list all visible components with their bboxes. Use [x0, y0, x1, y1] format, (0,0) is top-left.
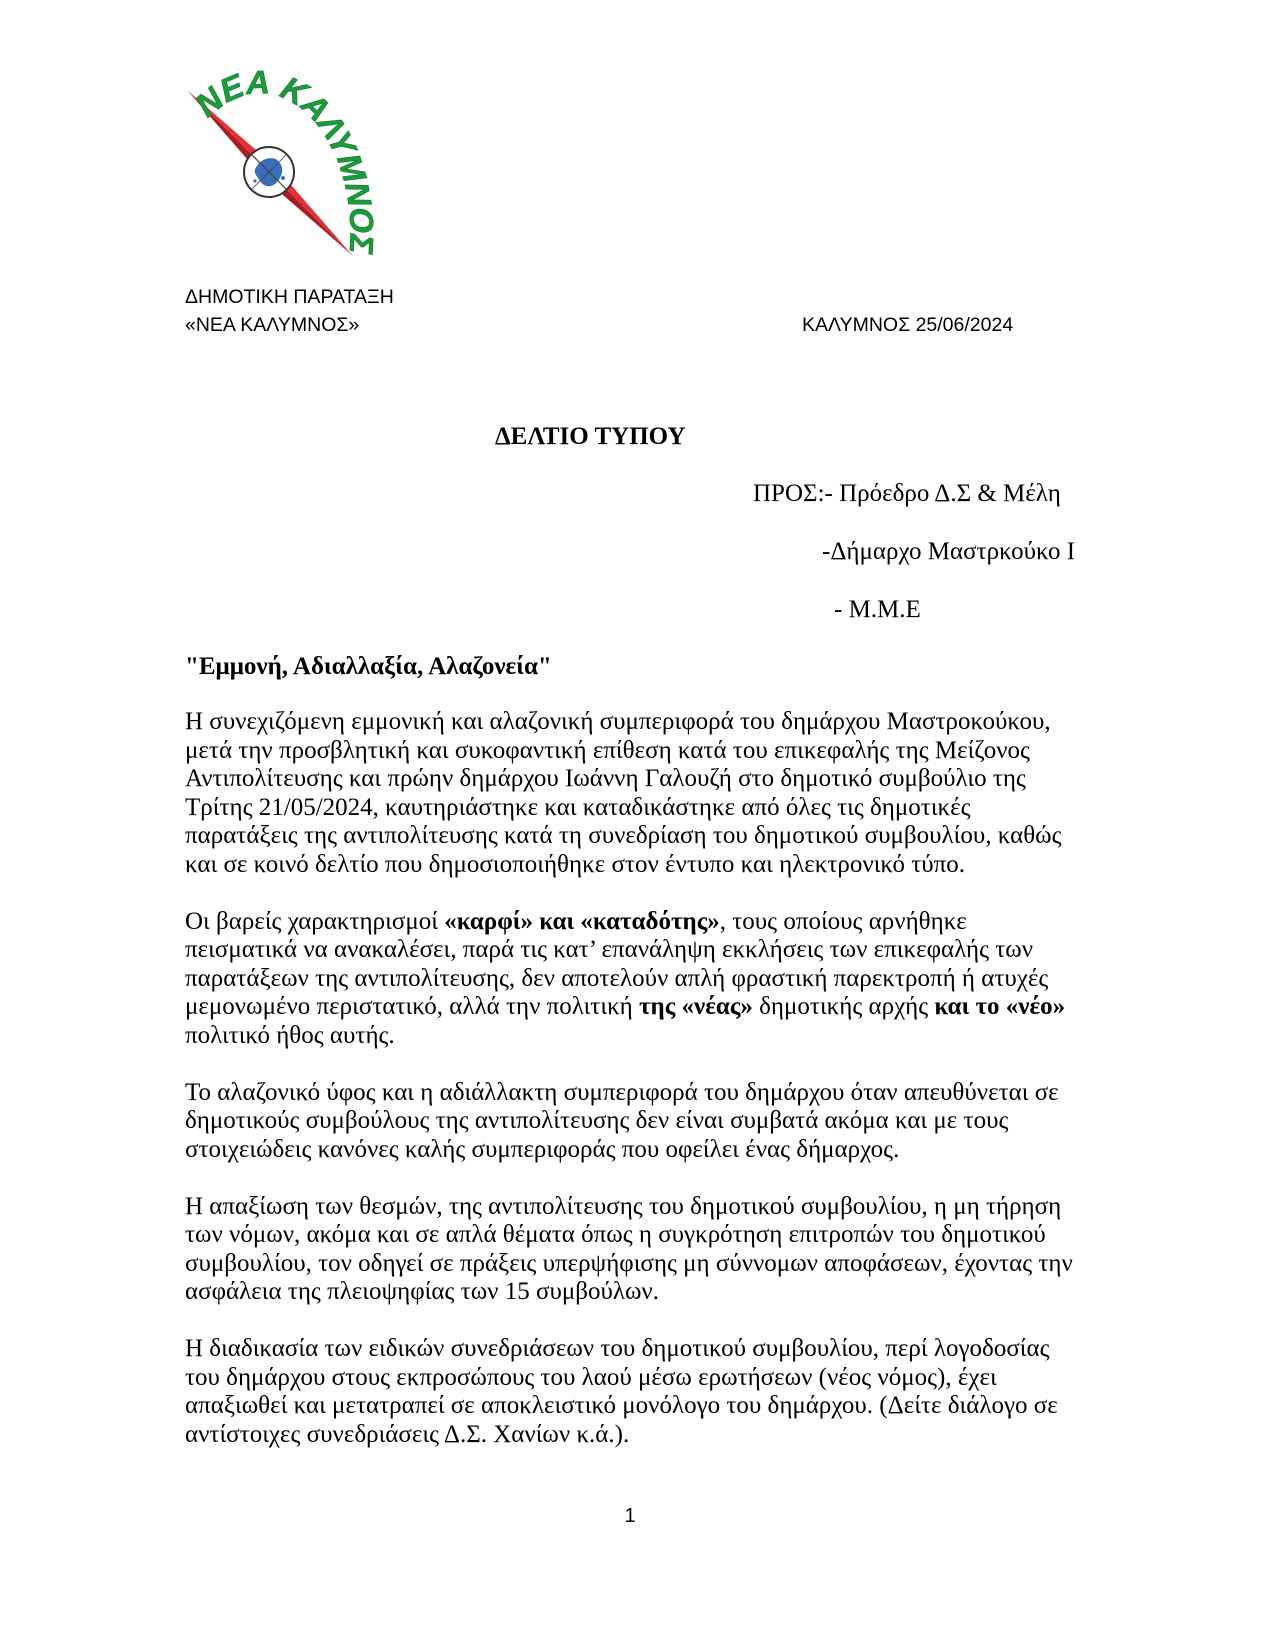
- globe-emblem: [244, 147, 294, 197]
- body-line: Η διαδικασία των ειδικών συνεδριάσεων του δημοτικού συμβουλίου, περί λογοδοσίας: [185, 1335, 1050, 1362]
- recipient-line: ΠΡΟΣ:- Πρόεδρο Δ.Σ & Μέλη: [753, 480, 1061, 507]
- body-line: παρατάξεις της αντιπολίτευσης κατά τη συνεδρίαση του δημοτικού συμβουλίου, καθώς: [185, 822, 1062, 849]
- emphasis-text: και το «νέο»: [934, 993, 1066, 1020]
- body-line: συμβουλίου, τον οδηγεί σε πράξεις υπερψήφισης μη σύννομων αποφάσεων, έχοντας την: [185, 1249, 1073, 1277]
- organization-name: ΔΗΜΟΤΙΚΗ ΠΑΡΑΤΑΞΗ: [185, 286, 394, 308]
- body-paragraph: [185, 708, 1073, 879]
- body-line: και σε κοινό δελτίο που δημοσιοποιήθηκε στον έντυπο και ηλεκτρονικό τύπο.: [185, 850, 966, 878]
- body-line: στοιχειώδεις κανόνες καλής συμπεριφοράς που οφείλει ένας δήμαρχος.: [185, 1135, 900, 1163]
- body-line: παρατάξεων της αντιπολίτευσης, δεν αποτελούν απλή φραστική παρεκτροπή ή ατυχές: [185, 964, 1049, 992]
- body-text-segment: , τους οποίους αρνήθηκε: [719, 907, 967, 935]
- body-line: απαξιωθεί και μετατραπεί σε αποκλειστικό μονόλογο του δημάρχου. (Δείτε διάλογο σε: [185, 1392, 1058, 1419]
- emphasis-text: της «νέας»: [639, 993, 753, 1020]
- body-line: αντίστοιχες συνεδριάσεις Δ.Σ. Χανίων κ.ά.).: [185, 1420, 630, 1448]
- body-line: [185, 908, 1073, 937]
- recipient-line: - Μ.Μ.Ε: [834, 596, 921, 623]
- body-line: μετά την προσβλητική και συκοφαντική επίθεση κατά του επικεφαλής της Μείζονος: [185, 736, 1030, 764]
- body-line: ασφάλεια της πλειοψηφίας των 15 συμβούλων.: [185, 1278, 659, 1305]
- recipient-line: -Δήμαρχο Μαστρκούκο Ι: [822, 538, 1076, 565]
- page-number: 1: [624, 1505, 636, 1527]
- body-line: πολιτικό ήθος αυτής.: [185, 1021, 395, 1049]
- party-logo: [183, 68, 388, 283]
- organization-subname: «ΝΕΑ ΚΑΛΥΜΝΟΣ»: [185, 314, 360, 336]
- body-line: Η συνεχιζόμενη εμμονική και αλαζονική συμπεριφορά του δημάρχου Μαστροκούκου,: [185, 708, 1051, 735]
- body-paragraph: [185, 1079, 1073, 1165]
- body-paragraph: [185, 908, 1073, 1051]
- body-line: δημοτικούς συμβούλους της αντιπολίτευσης δεν είναι συμβατά ακόμα και με τους: [185, 1107, 1009, 1134]
- place-and-date: ΚΑΛΥΜΝΟΣ 25/06/2024: [802, 314, 1014, 336]
- body-line: πεισματικά να ανακαλέσει, παρά τις κατ’ επανάληψη εκκλήσεις των επικεφαλής των: [185, 936, 1034, 963]
- emphasis-text: «καρφί» και «καταδότης»: [444, 907, 720, 935]
- body-line: Η απαξίωση των θεσμών, της αντιπολίτευσης του δημοτικού συμβουλίου, η μη τήρηση: [185, 1192, 1062, 1220]
- body-text-segment: δημοτικής αρχής: [752, 993, 935, 1020]
- body-line: των νόμων, ακόμα και σε απλά θέματα όπως η συγκρότηση επιτροπών του δημοτικού: [185, 1221, 1046, 1248]
- body-paragraph: [185, 1193, 1073, 1307]
- logo-text: ΝΕΑ ΚΑΛΥΜΝΟΣ: [188, 68, 381, 255]
- document-body: [185, 708, 1073, 1478]
- press-release-heading: "Εμμονή, Αδιαλλαξία, Αλαζονεία": [185, 653, 552, 680]
- body-line: [185, 993, 1073, 1022]
- body-line: Το αλαζονικό ύφος και η αδιάλλακτη συμπεριφορά του δημάρχου όταν απευθύνεται σε: [185, 1078, 1059, 1106]
- body-line: του δημάρχου στους εκπροσώπους του λαού μέσω ερωτήσεων (νέος νόμος), έχει: [185, 1363, 997, 1391]
- body-paragraph: [185, 1335, 1073, 1449]
- body-line: Τρίτης 21/05/2024, καυτηριάστηκε και καταδικάστηκε από όλες τις δημοτικές: [185, 793, 971, 821]
- body-line: Αντιπολίτευσης και πρώην δημάρχου Ιωάννη Γαλουζή στο δημοτικό συμβούλιο της: [185, 765, 1026, 792]
- body-text-segment: Οι βαρείς χαρακτηρισμοί: [185, 907, 445, 935]
- body-text-segment: μεμονωμένο περιστατικό, αλλά την πολιτική: [185, 993, 640, 1020]
- document-title: ΔΕΛΤΙΟ ΤΥΠΟΥ: [495, 423, 686, 450]
